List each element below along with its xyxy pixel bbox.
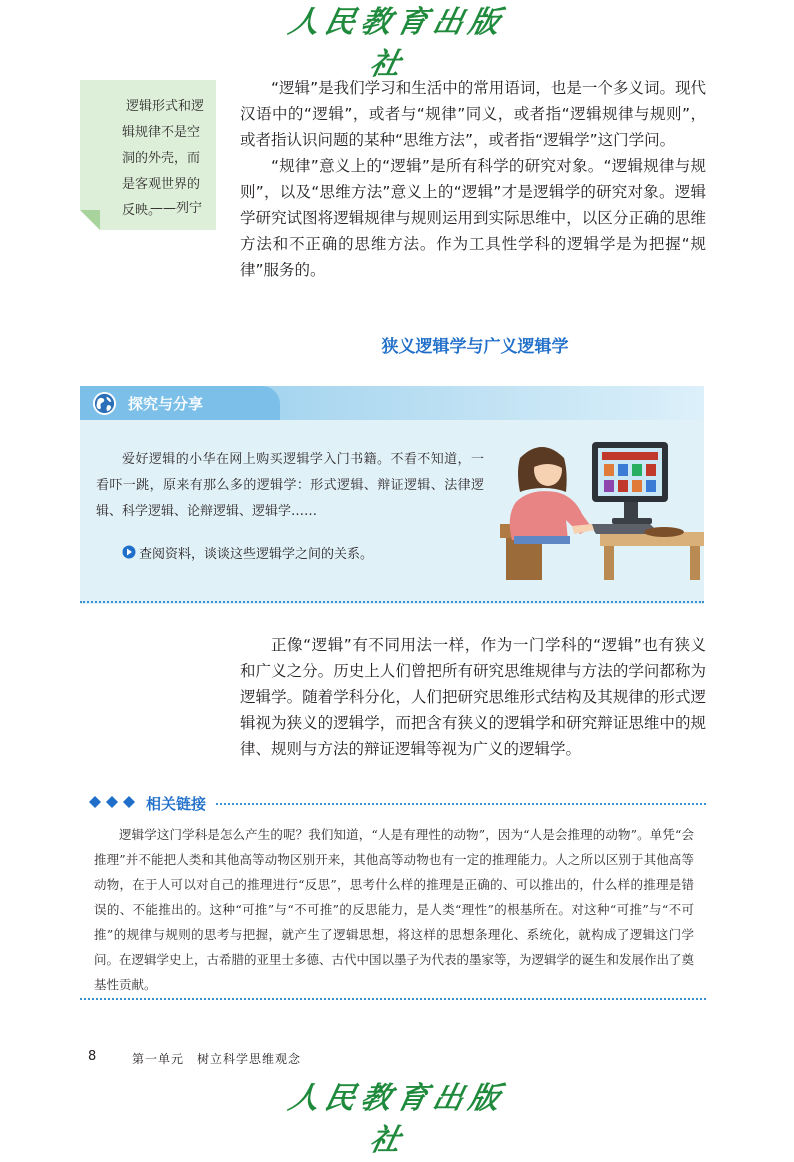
quote-text: 逻辑形式和逻辑规律不是空洞的外壳，而是客观世界的反映。 xyxy=(122,99,205,218)
panel-divider xyxy=(80,601,704,603)
paragraph-3: 正像“逻辑”有不同用法一样，作为一门学科的“逻辑”也有狭义和广义之分。历史上人们曾把所有研究思维规律与方法的学问都称为逻辑学。随着学科分化，人们把研究思维形式结构及其规律的形式逻辑视为狭义的逻辑学，而把含有狭义的逻辑学和研究辩证思维中的规律、规则与方法的辩证逻辑等视为广义的逻辑学。 xyxy=(240,636,706,758)
publisher-logo-bottom: 人民教育出版社 xyxy=(285,1081,509,1158)
paragraph-2: “规律”意义上的“逻辑”是所有科学的研究对象。“逻辑规律与规则”，以及“思维方法”意义上的“逻辑”才是逻辑学的研究对象。逻辑学研究试图将逻辑规律与规则运用到实际思维中，以区分正确的思维方法和不正确的思维方法。作为工具性学科的逻辑学是为把握“规律”服务的。 xyxy=(240,157,706,279)
arrow-bullet-icon xyxy=(122,545,136,559)
page-number: 8 xyxy=(88,1049,97,1064)
girl-at-computer-illustration xyxy=(500,440,704,580)
globe-icon xyxy=(92,391,117,416)
quote-box-fold xyxy=(80,210,100,230)
related-links-rule xyxy=(216,803,706,805)
paragraph-1: “逻辑”是我们学习和生活中的常用语词，也是一个多义词。现代汉语中的“逻辑”，或者与“规律”同义，或者指“逻辑规律与规则”，或者指认识问题的某种“思维方法”，或者指“逻辑学”这门学问。 xyxy=(240,79,706,149)
footer-unit-title: 第一单元 树立科学思维观念 xyxy=(132,1052,302,1066)
section-heading: 狭义逻辑学与广义逻辑学 xyxy=(381,337,569,357)
quote-author: ——列宁 xyxy=(150,201,203,216)
explore-title: 探究与分享 xyxy=(128,395,204,413)
diamond-bullets-icon xyxy=(88,795,138,809)
publisher-logo-top: 人民教育出版社 xyxy=(285,5,509,82)
related-links-title: 相关链接 xyxy=(146,795,207,813)
related-links-body: 逻辑学这门学科是怎么产生的呢？我们知道，“人是有理性的动物”，因为“人是会推理的动物”。单凭“会推理”并不能把人类和其他高等动物区别开来，其他高等动物也有一定的推理能力。人之所以区别于其他高等动物，在于人可以对自己的推理进行“反思”，思考什么样的推理是正确的、可以推出的，什么样的推理是错误的、不能推出的。这种“可推”与“不可推”的反思能力，是人类“理性”的根基所在。对这种“可推”与“不可推”的规律与规则的思考与把握，就产生了逻辑思想，将这样的思想条理化、系统化，就构成了逻辑这门学问。在逻辑学史上，古希腊的亚里士多德、古代中国以墨子为代表的墨家等，为逻辑学的诞生和发展作出了奠基性贡献。 xyxy=(94,827,695,992)
explore-task: 查阅资料，谈谈这些逻辑学之间的关系。 xyxy=(139,547,374,562)
related-links-divider xyxy=(80,998,706,1000)
explore-story: 爱好逻辑的小华在网上购买逻辑学入门书籍。不看不知道，一看吓一跳，原来有那么多的逻辑学：形式逻辑、辩证逻辑、法律逻辑、科学逻辑、论辩逻辑、逻辑学…… xyxy=(96,452,484,519)
